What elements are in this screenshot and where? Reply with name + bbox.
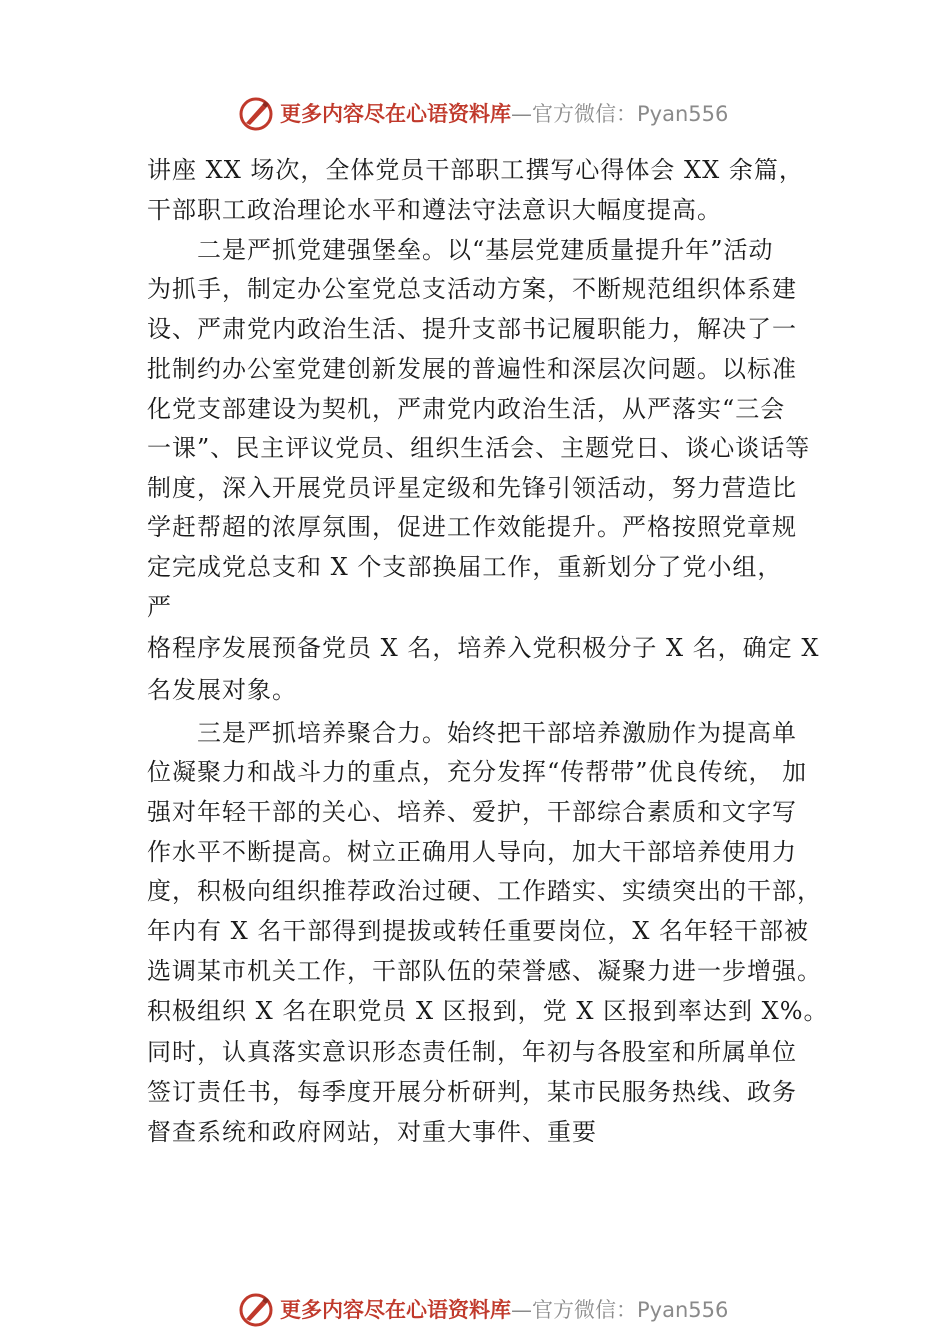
body-line: 度，积极向组织推荐政治过硬、工作踏实、实绩突出的干部， — [147, 877, 822, 905]
body-line: 化党支部建设为契机，严肃党内政治生活，从严落实“三会 — [147, 395, 786, 423]
body-line: 批制约办公室党建创新发展的普遍性和深层次问题。以标准 — [147, 355, 797, 383]
header-banner — [0, 94, 950, 134]
body-line: 名发展对象。 — [147, 676, 297, 704]
body-line: 学赶帮超的浓厚氛围，促进工作效能提升。严格按照党章规 — [147, 513, 797, 541]
pen-logo-icon — [238, 1292, 274, 1328]
body-line: 定完成党总支和 X 个支部换届工作，重新划分了党小组， — [147, 553, 783, 581]
pen-logo-icon — [238, 96, 274, 132]
body-line: 督查系统和政府网站，对重大事件、重要 — [147, 1118, 597, 1146]
body-line: 设、严肃党内政治生活、提升支部书记履职能力，解决了一 — [147, 315, 797, 343]
banner-wechat-text: —官方微信：Pyan556 — [511, 1298, 729, 1322]
body-line: 签订责任书，每季度开展分析研判，某市民服务热线、政务 — [147, 1078, 797, 1106]
body-line: 选调某市机关工作，干部队伍的荣誉感、凝聚力进一步增强。 — [147, 957, 822, 985]
body-line: 讲座 XX 场次，全体党员干部职工撰写心得体会 XX 余篇， — [147, 156, 804, 184]
body-line: 积极组织 X 名在职党员 X 区报到，党 X 区报到率达到 X%。 — [147, 997, 829, 1025]
body-line: 制度，深入开展党员评星定级和先锋引领活动，努力营造比 — [147, 474, 797, 502]
banner-text — [280, 100, 728, 128]
banner-wechat-text: —官方微信：Pyan556 — [511, 102, 729, 126]
body-line: 作水平不断提高。树立正确用人导向，加大干部培养使用力 — [147, 838, 797, 866]
banner-library-text: 更多内容尽在心语资料库 — [280, 1297, 511, 1322]
body-line: 年内有 X 名干部得到提拔或转任重要岗位，X 名年轻干部被 — [147, 917, 810, 945]
footer-banner — [0, 1290, 950, 1330]
body-line: 为抓手，制定办公室党总支活动方案，不断规范组织体系建 — [147, 275, 797, 303]
body-line: 二是严抓党建强堡垒。以“基层党建质量提升年”活动 — [147, 236, 774, 264]
body-line: 三是严抓培养聚合力。始终把干部培养激励作为提高单 — [147, 719, 797, 747]
banner-text — [280, 1296, 728, 1324]
body-line: 强对年轻干部的关心、培养、爱护，干部综合素质和文字写 — [147, 798, 797, 826]
banner-library-text: 更多内容尽在心语资料库 — [280, 101, 511, 126]
body-line: 干部职工政治理论水平和遵法守法意识大幅度提高。 — [147, 196, 722, 224]
body-line: 严 — [147, 593, 172, 621]
body-line: 位凝聚力和战斗力的重点，充分发挥“传帮带”优良传统， 加 — [147, 758, 808, 786]
body-line: 同时，认真落实意识形态责任制，年初与各股室和所属单位 — [147, 1038, 797, 1066]
body-line: 一课”、民主评议党员、组织生活会、主题党日、谈心谈话等 — [147, 434, 811, 462]
body-line: 格程序发展预备党员 X 名，培养入党积极分子 X 名，确定 X — [147, 634, 820, 662]
